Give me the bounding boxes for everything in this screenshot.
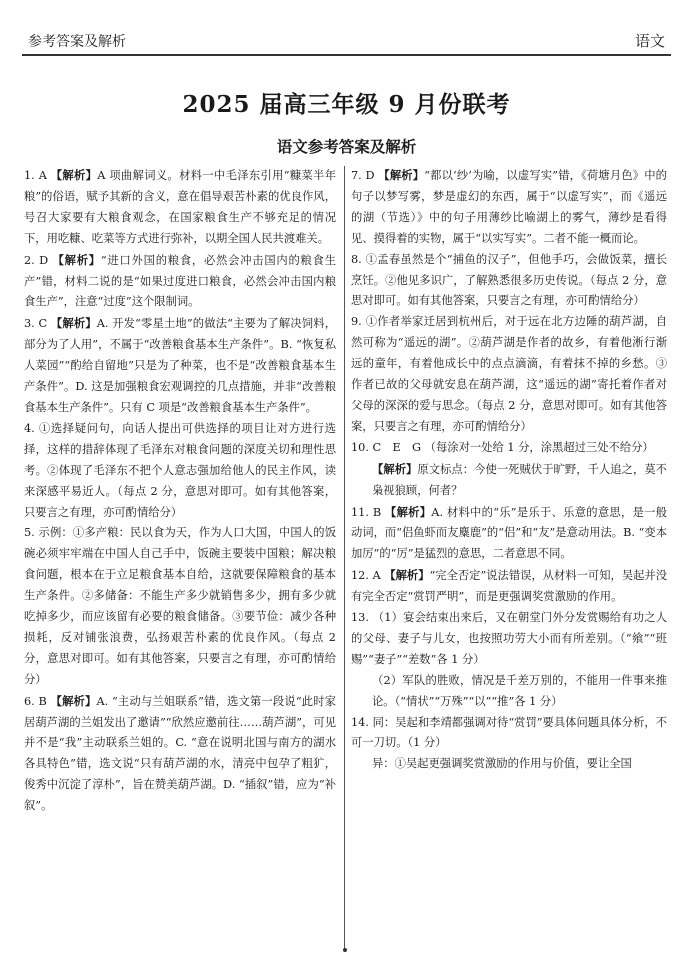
answer-text: ①选择疑问句，向话人提出可供选择的项目让对方进行选择，这样的措辞体现了毛泽东对粮食问题的深度关切和理性思考。②体现了毛泽东不把个人意志强加给他人的民主作风，读来深感平易近人。（每点 2 分，意思对即可。如有其他答案，只要言之有理，亦可酌情给分）: [24, 421, 336, 519]
answer-text: “进口外国的粮食，必然会冲击国内的粮食生产”错，材料二说的是“如果过度进口粮食，必然会冲击国内粮食生产”，注意“过度”这个限制词。: [24, 253, 336, 309]
right-column: [351, 165, 667, 775]
answer-text: A. 开发“零星土地”的做法“主要为了解决饲料，部分为了人用”，不属于“改善粮食基本生产条件”。B. “恢复私人菜园”“酌给自留地”只是为了种菜，也不是“改善粮食基本生产条件”。D. 这是加强粮食宏观调控的几点措施，并非“改善粮食基本生产条件”。只有 C 项是“改善粮食基本生产条件”。: [24, 317, 336, 414]
answer-number: 6. B: [24, 694, 47, 708]
answer-number: 1. A: [24, 169, 47, 182]
answer-text: 同：吴起和李靖都强调对待“赏罚”要具体问题具体分析，不可一刀切。（1 分）: [351, 715, 667, 750]
answer-text: 异：①吴起更强调奖赏激励的作用与价值，要让全国: [372, 757, 632, 771]
header-left-label: 参考答案及解析: [28, 34, 126, 50]
analysis-tag: 【解析】: [385, 504, 432, 519]
analysis-tag: 【解析】: [378, 168, 425, 182]
answer-text: （2）军队的胜败，情况是千差万别的，不能用一件事来推论。（“情状”“万殊”“以”“推”各 1 分）: [372, 673, 667, 708]
answer-item: [351, 502, 667, 566]
answer-number: 5.: [24, 526, 35, 540]
exam-title: 2025 届高三年级 9 月份联考: [182, 91, 511, 118]
answer-item: [351, 671, 667, 713]
answer-text: A 项曲解词义。材料一中毛泽东引用“糠菜半年粮”的俗语，赋予其新的含义，意在倡导艰苦朴素的优良作风，号召大家要有大粮食观念，在国家粮食生产不够充足的情况下，用吃糠、吃菜等方式进行弥补，以期全国人民共渡难关。: [24, 169, 336, 245]
answer-text: 原文标点：今使一死贼伏于旷野，千人追之，莫不枭视狼顾，何者？: [372, 462, 667, 497]
analysis-tag: 【解析】: [50, 693, 97, 708]
answer-number: 2. D: [24, 253, 49, 267]
answer-item: [24, 250, 336, 314]
answer-item: [351, 312, 667, 437]
answer-text: ①作者举家迁居到杭州后，对于远在北方边陲的葫芦湖，自然可称为“遥远的湖”。②葫芦湖是作者的故乡，有着他淅行渐远的童年，有着他成长中的点点滴滴，有着抹不掉的乡愁。③作者已故的父母就安息在葫芦湖，这“遥远的湖”寄托着作者对父母的深深的爱与思念。（每点 2 分，意思对即可。如有其他答案，只要言之有理，亦可酌情给分）: [351, 315, 667, 433]
answer-item: [24, 419, 336, 524]
answer-number: 13.: [351, 611, 369, 625]
answer-item: [351, 754, 667, 775]
answer-text: 示例：①多产粮：民以食为天，作为人口大国，中国人的饭碗必须牢牢端在中国人自己手中，饭碗主要装中国粮；解决粮食问题，根本在于立足粮食基本自给，这就要保障粮食的基本生产条件。②多储备：不能生产多少就销售多少，拥有多少就吃掉多少，而应该留有必要的粮食储备。③要节俭：减少各种损耗，反对铺张浪费，弘扬艰苦朴素的优良作风。（每点 2 分，意思对即可。如有其他答案，只要言之有理，亦可酌情给分）: [24, 526, 336, 686]
answer-item: [351, 713, 667, 755]
header-subject-label: 语文: [634, 32, 665, 50]
answer-item: [24, 691, 336, 817]
answer-number: 10. C E G: [351, 440, 422, 454]
answer-item: [351, 165, 667, 250]
answer-subtitle: 语文参考答案及解析: [276, 137, 417, 156]
answer-text: ①孟春虽然是个“捕鱼的汉子”，但他手巧，会做饭菜，擅长烹饪。②他见多识广，了解熟悉很多历史传说。（每点 2 分，意思对即可。如有其他答案，只要言之有理，亦可酌情给分）: [351, 252, 667, 308]
answer-number: 11. B: [351, 505, 382, 519]
page-marker: [343, 948, 347, 952]
analysis-tag: 【解析】: [384, 568, 430, 583]
answer-text: （1）宴会结束出来后，又在朝堂门外分发赏赐给有功之人的父母、妻子与儿女，也按照功劳大小而有所差别。（“飨”“班赐”“妻子”“差数”各 1 分）: [351, 611, 667, 666]
answer-text: “都以‘纱’为喻，以虚写实”错，《荷塘月色》中的句子以梦写雾，梦是虚幻的东西，属于“以虚写实”，而《遥远的湖（节选）》中的句子用薄纱比喻湖上的雾气，薄纱是看得见、摸得着的实物，属于“以实写实”。二者不能一概而论。: [351, 169, 667, 245]
left-column: [24, 165, 336, 817]
answer-item: [351, 608, 667, 671]
answer-number: 8.: [351, 252, 362, 266]
answer-item: [351, 459, 667, 502]
answer-text: “完全否定”说法错误，从材料一可知，吴起并没有完全否定“赏罚严明”，而是更强调奖赏激励的作用。: [351, 569, 668, 604]
answer-number: 7. D: [351, 169, 375, 182]
answer-text: A. “主动与兰姐联系”错，选文第一段说“此时家居葫芦湖的兰姐发出了邀请”“欣然应邀前往……葫芦湖”，可见并不是“我”主动联系兰姐的。C. “意在说明北国与南方的湖水各具特色”错，选文说“只有葫芦湖的水，清亮中包孕了粗犷，俊秀中沉淀了淳朴”，旨在赞美葫芦湖。D. “插叙”错，应为“补叙”。: [24, 694, 336, 813]
answer-number: 3. C: [24, 317, 48, 331]
analysis-tag: 【解析】: [372, 461, 418, 476]
page-header: [22, 24, 671, 56]
answer-number: 12. A: [351, 569, 381, 583]
answer-item: [24, 165, 336, 250]
answer-text: （每涂对一处给 1 分，涂黑超过三处不给分）: [424, 440, 654, 454]
answer-number: 14.: [351, 715, 369, 729]
analysis-tag: 【解析】: [52, 252, 101, 267]
analysis-tag: 【解析】: [50, 168, 98, 182]
answer-item: [351, 565, 667, 608]
answer-item: [24, 313, 336, 419]
answer-number: 4.: [24, 421, 35, 435]
answer-number: 9.: [351, 315, 362, 329]
answer-item: [351, 250, 667, 313]
answer-item: [351, 438, 667, 459]
answer-text: A. 材料中的“乐”是乐于、乐意的意思，是一般动词，而“侣鱼虾而友麋鹿”的“侣”和“友”是意动用法。B. “变本加厉”的“厉”是猛烈的意思，二者意思不同。: [351, 505, 667, 561]
column-divider: [344, 166, 345, 951]
analysis-tag: 【解析】: [50, 316, 97, 331]
answer-item: [24, 523, 336, 690]
